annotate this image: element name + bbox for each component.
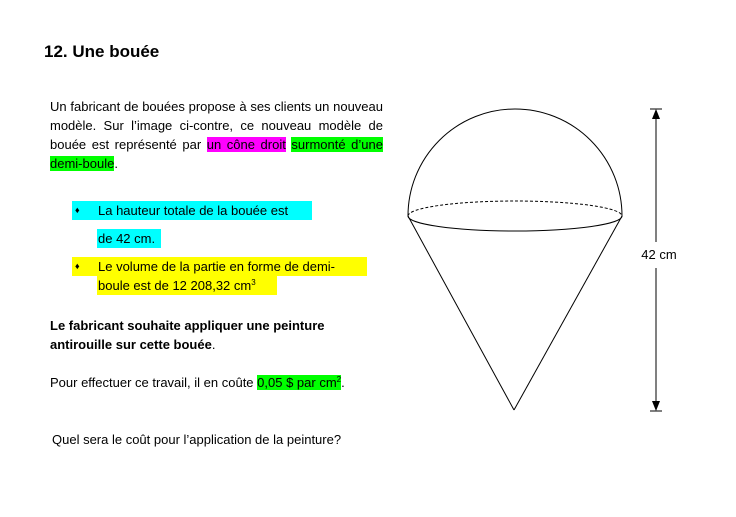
bullet-marker-icon: ♦ (75, 205, 80, 215)
ellipse-front (408, 216, 622, 231)
bullet-volume-line2: boule est de 12 208,32 $cm^3$ (98, 278, 256, 293)
intro-paragraph (50, 97, 383, 173)
cone-right-side (514, 216, 622, 410)
half-ball-arc (408, 109, 622, 216)
question-text: Quel sera le coût pour l’application de la peinture? (52, 432, 342, 447)
cost-paragraph: Pour effectuer ce travail, il en coûte 0,05 $ par $cm^2$. (50, 375, 345, 390)
ellipse-back-dashed (408, 201, 622, 216)
bullet-volume-line1: Le volume de la partie en forme de demi- (98, 259, 336, 274)
page-title: 12. Une bouée (44, 42, 160, 61)
arrow-up-icon (652, 109, 660, 119)
intro-text: Un fabricant de bouées propose à ses clients un nouveau modèle. Sur l’image ci-contre, ce nouveau modèle de bouée est représenté par (50, 99, 383, 152)
bullet-height-line1: La hauteur totale de la bouée est (98, 203, 289, 218)
bullet-height-line2: de 42 cm. (98, 231, 156, 246)
cone-left-side (408, 216, 514, 410)
paint-intent-paragraph: Le fabricant souhaite appliquer une peinture antirouille sur cette bouée. (50, 318, 325, 352)
bullet-marker-icon: ♦ (75, 261, 80, 271)
arrow-down-icon (652, 401, 660, 411)
height-label: 42 cm (641, 247, 677, 262)
intro-end: . (114, 156, 118, 171)
cost-highlight: 0,05 $ par $cm^2$ (257, 375, 342, 390)
highlight-cone: un cône droit (206, 137, 286, 152)
highlight-half-ball: surmonté d’une demi-boule (50, 137, 383, 171)
buoy-figure (400, 100, 700, 420)
